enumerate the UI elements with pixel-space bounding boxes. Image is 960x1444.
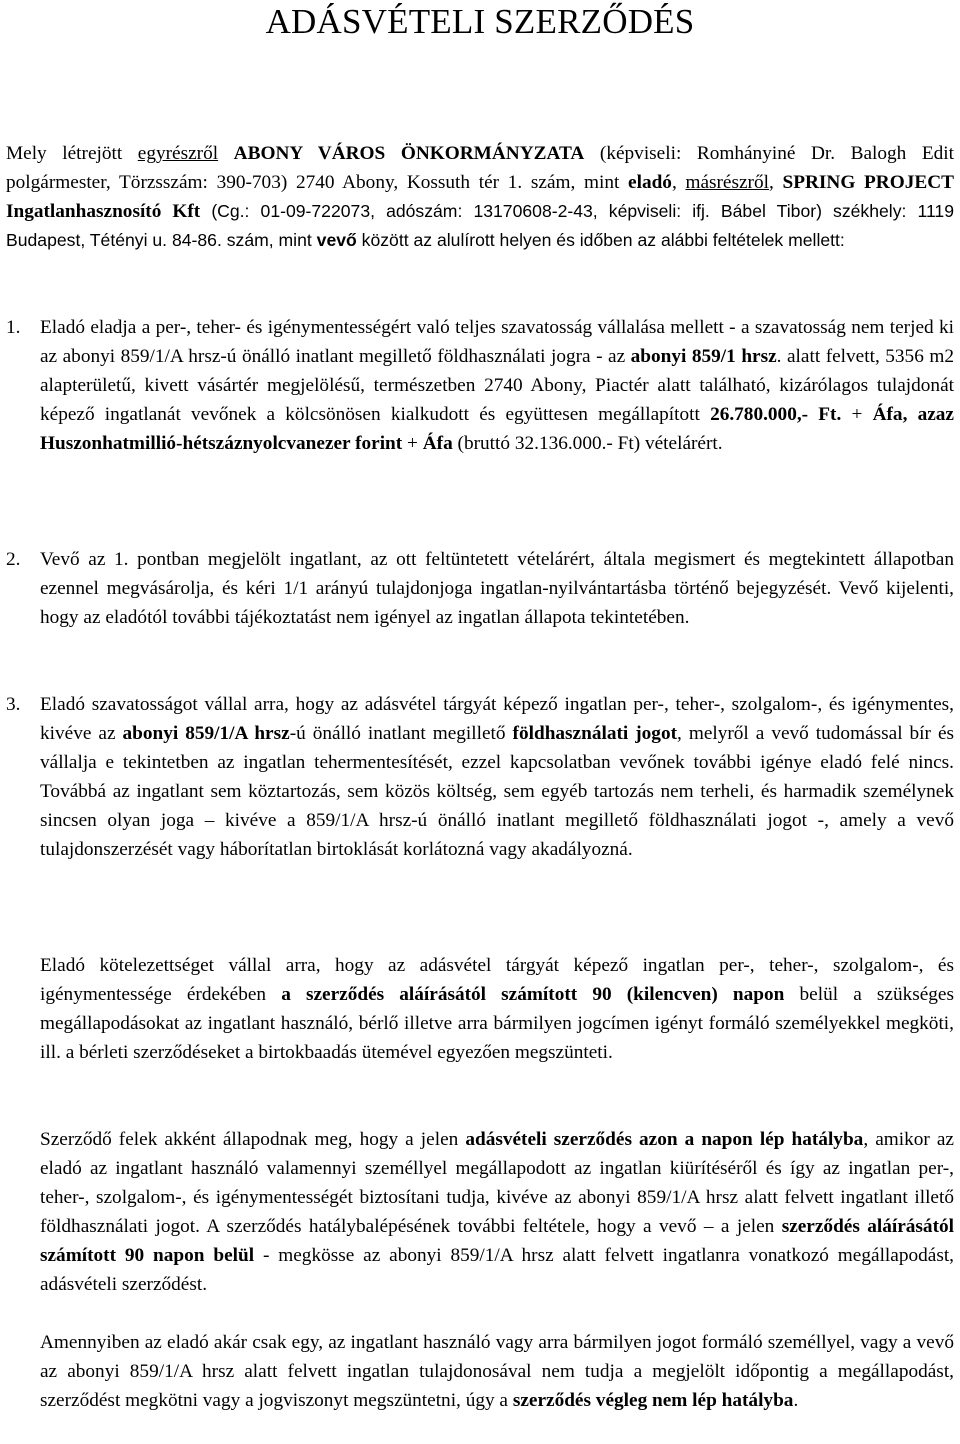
- clause-number: 2.: [6, 549, 21, 570]
- intro-paragraph: [6, 139, 954, 255]
- clause-text: belül a szükséges megállapodásokat az ingatlant használó, bérlő illetve arra bármilyen jogcímen igényt formáló személyekkel megköti, ill. a bérleti szerződéseket a birtokbaadás ütemével egyezően megszünteti.: [40, 984, 954, 1063]
- intro-text: másrészről: [685, 172, 769, 193]
- termination-paragraph: [40, 1328, 954, 1415]
- intro-text: Mely létrejött: [6, 143, 138, 164]
- clause-2: [40, 545, 954, 632]
- intro-text: ,: [768, 172, 783, 193]
- clause-number: 1.: [6, 317, 21, 338]
- intro-text: [218, 143, 234, 164]
- clause-text: Eladó szavatosságot vállal arra, hogy az adásvétel tárgyát képező ingatlan per-, teher-, szolgalom-, és igénymentes, kivéve az: [40, 694, 954, 744]
- buyer-role: vevő: [316, 230, 357, 250]
- clause-text: - megkösse az abonyi 859/1/A hrsz alatt felvett ingatlanra vonatkozó megállapodást, adásvételi szerződést.: [40, 1245, 954, 1295]
- clause-text: . alatt felvett, 5356 m2 alapterületű, kivett vásártér megjelölésű, természetben 2740 Abony, Piactér alatt található, kizárólagos tulajdonát képező ingatlanát vevőnek a kölcsönösen kialkudott és együttesen megállapított: [40, 346, 954, 425]
- clause-text: +: [402, 433, 423, 454]
- clause-text: +: [841, 404, 873, 425]
- clause-text: .: [793, 1390, 799, 1411]
- seller-name: ABONY VÁROS ÖNKORMÁNYZATA: [233, 143, 585, 164]
- buyer-name: SPRING PROJECT Ingatlanhasznosító Kft: [6, 172, 954, 222]
- price-amount: 26.780.000,- Ft.: [710, 404, 842, 425]
- clause-text: Eladó kötelezettséget vállal arra, hogy az adásvétel tárgyát képező ingatlan per-, teher-, szolgalom-, és igénymentessége érdekében: [40, 955, 954, 1005]
- effective-date-text: adásvételi szerződés azon a napon lép hatályba: [465, 1129, 864, 1150]
- intro-text: ,: [671, 172, 686, 193]
- land-use-right: földhasználati jogot: [512, 723, 678, 744]
- seller-role: eladó: [628, 172, 672, 193]
- deadline-text: szerződés aláírásától számított 90 napon belül: [40, 1216, 954, 1266]
- intro-text: egyrészről: [137, 143, 219, 164]
- clause-text: Vevő az 1. pontban megjelölt ingatlant, az ott feltüntetett vételárért, általa megismert és megtekintett állapotban ezennel megvásárolja, és kéri 1/1 arányú tulajdonjoga ingatlan-nyilvántartásba történő bejegyzését. Vevő kijelenti, hogy az eladótól további tájékoztatást nem igényel az ingatlan állapota tekintetében.: [40, 549, 954, 628]
- effectiveness-paragraph: [40, 1125, 954, 1299]
- clause-1: [40, 313, 954, 458]
- clause-text: Eladó eladja a per-, teher- és igénymentességért való teljes szavatosság vállalása mellett - a szavatosság nem terjed ki az abonyi 859/1/A hrsz-ú önálló inatlant megillető földhasználati jogra - az: [40, 317, 954, 367]
- price-in-words: Áfa, azaz Huszonhatmillió-hétszáznyolcvanezer forint: [40, 404, 954, 454]
- clause-3: [40, 690, 954, 864]
- vat-label: Áfa: [422, 433, 453, 454]
- termination-text: szerződés végleg nem lép hatályba: [512, 1390, 794, 1411]
- clause-text: , melyről a vevő tudomással bír és vállalja e tekintetben az ingatlan tehermentesítését, ezzel kapcsolatban vevőnek további igénye eladó felé nincs. Továbbá az ingatlant sem köztartozás, sem közös költség, sem egyéb tartozás nem terheli, és harmadik személynek sincsen olyan joga – kivéve a 859/1/A hrsz-ú önálló inatlant megillető földhasználati jogot -, amely a vevő tulajdonszerzését vagy háborítatlan birtoklását korlátozná vagy akadályozná.: [40, 723, 955, 860]
- clause-text: -ú önálló inatlant megillető: [289, 723, 513, 744]
- clause-number: 3.: [6, 694, 21, 715]
- deadline-text: a szerződés aláírásától számított 90 (kilencven) napon: [281, 984, 785, 1005]
- clause-text: Amennyiben az eladó akár csak egy, az ingatlant használó vagy arra bármilyen jogot formáló személlyel, vagy a vevő az abonyi 859/1/A hrsz alatt felvett ingatlan tulajdonosával nem tudja a megjelölt időpontig a megállapodást, szerződést megkötni vagy a jogviszonyt megszüntetni, úgy a: [40, 1332, 954, 1411]
- clause-text: (bruttó 32.136.000.- Ft) vételárért.: [452, 433, 723, 454]
- intro-text: (képviseli: Romhányiné Dr. Balogh Edit polgármester, Törzsszám: 390-703) 2740 Abony, Kossuth tér 1. szám, mint: [6, 143, 954, 193]
- obligation-paragraph: [40, 951, 954, 1067]
- intro-text: (Cg.: 01-09-722073, adószám: 13170608-2-43, képviseli: ifj. Bábel Tibor) székhely: 1119 Budapest, Tétényi u. 84-86. szám, mint: [6, 201, 955, 250]
- property-id: abonyi 859/1/A hrsz: [122, 723, 290, 744]
- clause-text: , amikor az eladó az ingatlant használó valamennyi személlyel megállapodott az ingatlan kiürítéséről és így az ingatlan per-, teher-, szolgalom-, és igénymentességét biztosítani tudja, kivéve az abonyi 859/1/A hrsz alatt felvett ingatlant illető földhasználati jogot. A szerződés hatálybalépésének további feltétele, hogy a vevő – a jelen: [40, 1129, 954, 1237]
- property-id: abonyi 859/1 hrsz: [630, 346, 777, 367]
- intro-text: között az alulírott helyen és időben az alábbi feltételek mellett:: [356, 230, 845, 250]
- document-title: ADÁSVÉTELI SZERZŐDÉS: [265, 2, 695, 41]
- clause-text: Szerződő felek akként állapodnak meg, hogy a jelen: [40, 1129, 466, 1150]
